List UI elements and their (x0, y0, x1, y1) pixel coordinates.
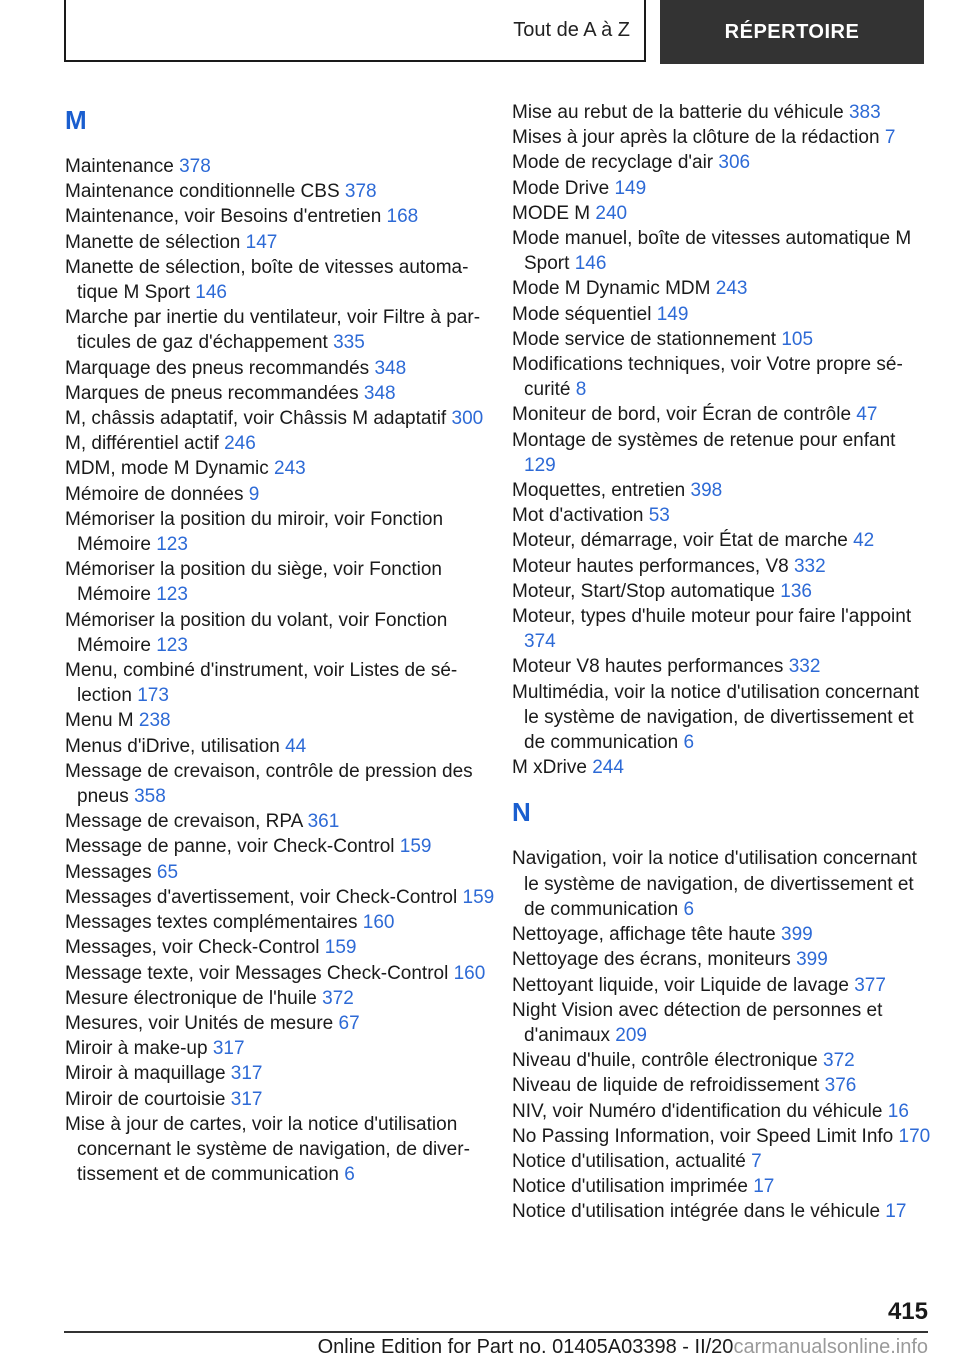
index-entry (512, 1124, 932, 1149)
index-entry (512, 947, 932, 972)
page-link[interactable]: 238 (138, 710, 171, 732)
entry-text: Message de crevaison, RPA (65, 811, 303, 833)
entry-text: Messages textes complémentaires (65, 912, 358, 934)
tab-toc[interactable] (64, 0, 646, 62)
page-link[interactable]: 160 (362, 912, 395, 934)
entry-text: Nettoyage, affichage tête haute (512, 924, 776, 946)
page-link[interactable]: 240 (595, 202, 628, 224)
page-link[interactable]: 16 (887, 1100, 909, 1122)
page-link[interactable]: 44 (285, 735, 307, 757)
page-link[interactable]: 146 (574, 253, 607, 275)
page-link[interactable]: 6 (683, 732, 695, 754)
entry-text: Moteur hautes performances, V8 (512, 555, 789, 577)
entry-text: Notice d'utilisation intégrée dans le véhicule (512, 1201, 881, 1223)
index-entry (512, 201, 932, 226)
page-link[interactable]: 374 (524, 631, 556, 653)
index-entry (65, 961, 495, 986)
page-link[interactable]: 6 (344, 1164, 355, 1186)
page-link[interactable]: 358 (134, 786, 166, 808)
entry-text: Mode Drive (512, 177, 610, 199)
entry-text: Marche par inertie du ventilateur, voir Filtre à particules de gaz d'échappement (65, 307, 481, 354)
page-link[interactable]: 129 (524, 454, 556, 476)
index-entry (65, 1036, 495, 1061)
entry-text: Message de panne, voir Check-Control (65, 836, 395, 858)
index-entry (512, 1199, 932, 1224)
entry-text: Moquettes, entretien (512, 480, 686, 502)
index-entry (65, 255, 495, 305)
index-entry (65, 230, 495, 255)
page-link[interactable]: 372 (823, 1050, 855, 1072)
page-link[interactable]: 7 (884, 127, 896, 149)
page-link[interactable]: 377 (854, 974, 886, 996)
page-link[interactable]: 17 (885, 1201, 907, 1223)
entry-text: Mesure électronique de l'huile (65, 987, 317, 1009)
page-link[interactable]: 170 (898, 1125, 931, 1147)
page-link[interactable]: 7 (751, 1150, 762, 1172)
index-entry (65, 935, 495, 960)
page-link[interactable]: 246 (224, 433, 256, 455)
index-entry (65, 1061, 495, 1086)
page-link[interactable]: 159 (462, 886, 495, 908)
entry-text: Miroir de courtoisie (65, 1088, 226, 1110)
page-link[interactable]: 47 (856, 404, 878, 426)
page-number: 415 (887, 1298, 928, 1325)
page-link[interactable]: 378 (344, 181, 377, 203)
index-entry (65, 986, 495, 1011)
entry-text: Multimédia, voir la notice d'utilisation concernant le système de navigation, de divertissement et de communication (512, 681, 920, 754)
index-entry (65, 406, 495, 431)
index-entry (512, 226, 932, 276)
entry-text: Nettoyant liquide, voir Liquide de lavage (512, 974, 849, 996)
entry-text: Mode M Dynamic MDM (512, 278, 711, 300)
page-link[interactable]: 348 (363, 382, 396, 404)
index-entry (512, 478, 932, 503)
entry-text: MODE M (512, 202, 591, 224)
page-link[interactable]: 244 (592, 757, 624, 779)
index-entry (65, 834, 495, 859)
entry-text: Menu, combiné d'instrument, voir Listes de sélection (65, 660, 458, 707)
index-entry (65, 860, 495, 885)
index-entry (512, 327, 932, 352)
page-link[interactable]: 159 (324, 937, 357, 959)
section-letter-m: M (65, 105, 87, 135)
index-entry (65, 910, 495, 935)
page-link[interactable]: 67 (338, 1012, 360, 1034)
entry-text: Message de crevaison, contrôle de pression des pneus (65, 760, 473, 808)
page-link[interactable]: 123 (156, 534, 188, 556)
entry-text: Mesures, voir Unités de mesure (65, 1012, 334, 1034)
page-link[interactable]: 378 (179, 156, 211, 177)
index-entry (512, 922, 932, 947)
index-entry (512, 604, 932, 654)
entry-text: Miroir à make-up (65, 1038, 208, 1060)
page-link[interactable]: 146 (195, 282, 227, 304)
entry-text: M, différentiel actif (65, 433, 219, 455)
index-entry (512, 276, 932, 301)
index-entry (65, 734, 495, 759)
entry-text: Manette de sélection, boîte de vitesses automatique M Sport (65, 256, 469, 304)
footer (0, 1336, 928, 1359)
footer-divider (64, 1331, 928, 1333)
entry-text: Mémoriser la position du volant, voir Fonction Mémoire (65, 609, 448, 656)
index-entry (65, 658, 495, 708)
entry-text: Mémoire de données (65, 483, 244, 505)
page-link[interactable]: 361 (307, 811, 340, 833)
page-link[interactable]: 348 (374, 357, 407, 379)
index-entry (512, 428, 932, 478)
entry-text: Messages d'avertissement, voir Check-Control (65, 886, 458, 908)
page-header (64, 0, 924, 64)
index-entry (65, 809, 495, 834)
page-link[interactable]: 53 (648, 505, 670, 527)
index-entry (65, 305, 495, 355)
index-entry (512, 554, 932, 579)
entry-text: Manette de sélection (65, 231, 241, 253)
entry-text: Mise au rebut de la batterie du véhicule (512, 102, 844, 123)
entry-text: Mises à jour après la clôture de la rédaction (512, 127, 880, 149)
page-link[interactable]: 136 (780, 580, 812, 602)
entry-text: Nettoyage des écrans, moniteurs (512, 949, 791, 971)
entry-text: Niveau de liquide de refroidissement (512, 1075, 820, 1097)
index-entry (512, 755, 932, 780)
entry-text: Mémoriser la position du siège, voir Fonction Mémoire (65, 559, 443, 606)
page-link[interactable]: 149 (656, 303, 689, 325)
index-entry (512, 1048, 932, 1073)
index-list-m-continued (512, 100, 932, 780)
entry-text: Maintenance (65, 156, 174, 177)
page-link[interactable]: 6 (683, 898, 695, 920)
page-link[interactable]: 332 (793, 555, 826, 577)
page-link[interactable]: 123 (156, 584, 188, 606)
index-entry (65, 759, 495, 809)
section-letter-n: N (512, 797, 531, 828)
entry-text: Mode service de stationnement (512, 328, 777, 350)
page-link[interactable]: 8 (575, 379, 587, 401)
index-list-n (512, 846, 932, 1224)
entry-text: Notice d'utilisation, actualité (512, 1150, 746, 1172)
entry-text: Night Vision avec détection de personnes et d'animaux (512, 999, 883, 1046)
page-link[interactable]: 160 (453, 962, 486, 984)
page-link[interactable]: 398 (690, 480, 723, 502)
index-entry (512, 1099, 932, 1124)
index-list-m (65, 154, 495, 1187)
page-link[interactable]: 300 (451, 408, 484, 430)
page-link[interactable]: 149 (614, 177, 647, 199)
tab-index[interactable] (660, 0, 924, 64)
index-entry (512, 998, 932, 1048)
entry-text: NIV, voir Numéro d'identification du véhicule (512, 1100, 883, 1122)
index-entry (512, 302, 932, 327)
entry-text: Marques de pneus recommandées (65, 382, 359, 404)
index-entry (512, 125, 932, 150)
page-link[interactable]: 306 (718, 152, 751, 174)
index-entry (512, 654, 932, 679)
entry-text: MDM, mode M Dynamic (65, 458, 269, 480)
index-entry (512, 1174, 932, 1199)
index-entry (512, 579, 932, 604)
entry-text: Mot d'activation (512, 505, 644, 527)
index-entry (65, 204, 495, 229)
page-link[interactable]: 209 (615, 1024, 647, 1046)
index-entry (65, 154, 495, 179)
page-link[interactable]: 332 (788, 656, 821, 678)
entry-text: Mode de recyclage d'air (512, 152, 714, 174)
index-entry (512, 150, 932, 175)
entry-text: Messages, voir Check-Control (65, 937, 320, 959)
index-entry (65, 885, 495, 910)
entry-text: Maintenance, voir Besoins d'entretien (65, 206, 382, 228)
index-entry (65, 507, 495, 557)
tab-index-label: RÉPERTOIRE (724, 20, 860, 43)
page-link[interactable]: 17 (753, 1176, 775, 1198)
page-link[interactable]: 9 (248, 483, 260, 505)
entry-text: Mode séquentiel (512, 303, 652, 325)
index-entry (512, 1073, 932, 1098)
page-link[interactable]: 65 (156, 861, 179, 883)
index-entry (65, 431, 495, 456)
page-link[interactable]: 243 (715, 278, 748, 300)
entry-text: Mode manuel, boîte de vitesses automatique M Sport (512, 228, 912, 275)
page-link[interactable]: 243 (274, 458, 306, 480)
index-entry (65, 381, 495, 406)
index-entry (65, 1087, 495, 1112)
entry-text: Mémoriser la position du miroir, voir Fonction Mémoire (65, 508, 444, 556)
entry-text: No Passing Information, voir Speed Limit Info (512, 1125, 894, 1147)
page-link[interactable]: 335 (333, 332, 365, 354)
index-entry (512, 528, 932, 553)
page-link[interactable]: 317 (230, 1088, 263, 1110)
page-link[interactable]: 383 (848, 102, 881, 123)
page-link[interactable]: 317 (212, 1038, 245, 1060)
page-link[interactable]: 159 (399, 836, 432, 858)
index-entry (65, 456, 495, 481)
index-entry (512, 503, 932, 528)
watermark: carmanualsonline.info (733, 1336, 928, 1358)
entry-text: Modifications techniques, voir Votre propre sécurité (512, 354, 903, 401)
tab-toc-label: Tout de A à Z (513, 18, 630, 41)
entry-text: Message texte, voir Messages Check-Control (65, 962, 449, 984)
right-column (512, 100, 932, 1225)
page-link[interactable]: 399 (781, 924, 813, 946)
entry-text: Menus d'iDrive, utilisation (65, 735, 280, 757)
page-link[interactable]: 173 (137, 685, 169, 707)
entry-text: Notice d'utilisation imprimée (512, 1176, 748, 1198)
entry-text: Niveau d'huile, contrôle électronique (512, 1050, 818, 1072)
entry-text: M, châssis adaptatif, voir Châssis M adaptatif (65, 408, 447, 430)
page-link[interactable]: 168 (386, 206, 419, 228)
entry-text: Navigation, voir la notice d'utilisation concernant le système de navigation, de divertissement et de communication (512, 848, 917, 920)
index-entry (512, 680, 932, 756)
index-entry (65, 179, 495, 204)
entry-text: Moteur, Start/Stop automatique (512, 580, 775, 602)
index-entry (512, 402, 932, 427)
entry-text: Moteur, démarrage, voir État de marche (512, 530, 848, 552)
page-link[interactable]: 372 (322, 987, 354, 1009)
index-entry (512, 100, 932, 125)
index-entry (65, 1112, 495, 1188)
index-entry (65, 708, 495, 733)
entry-text: Moniteur de bord, voir Écran de contrôle (512, 404, 852, 426)
page-link[interactable]: 42 (853, 530, 875, 552)
index-entry (65, 356, 495, 381)
index-entry (65, 482, 495, 507)
page-link[interactable]: 399 (796, 949, 828, 971)
entry-text: Moteur V8 hautes performances (512, 656, 784, 678)
entry-text: Montage de systèmes de retenue pour enfant (512, 429, 896, 451)
entry-text: Marquage des pneus recommandés (65, 357, 370, 379)
page-link[interactable]: 105 (781, 328, 814, 350)
entry-text: M xDrive (512, 757, 587, 779)
index-entry (65, 1011, 495, 1036)
page-link[interactable]: 376 (824, 1075, 857, 1097)
index-entry (512, 973, 932, 998)
edition-text: Online Edition for Part no. 01405A03398 - II/20 (317, 1336, 734, 1358)
page-link[interactable]: 123 (156, 634, 188, 656)
entry-text: Maintenance conditionnelle CBS (65, 181, 340, 203)
index-entry (512, 846, 932, 922)
index-entry (512, 1149, 932, 1174)
entry-text: Mise à jour de cartes, voir la notice d'utilisation concernant le système de navigation, de divertissement et de communication (65, 1113, 470, 1186)
entry-text: Moteur, types d'huile moteur pour faire l'appoint (512, 606, 912, 628)
entry-text: Menu M (65, 710, 134, 732)
index-entry (512, 352, 932, 402)
index-entry (65, 608, 495, 658)
index-entry (512, 176, 932, 201)
index-entry (65, 557, 495, 607)
left-column (65, 100, 495, 1187)
page-link[interactable]: 317 (230, 1063, 263, 1085)
entry-text: Miroir à maquillage (65, 1063, 226, 1085)
entry-text: Messages (65, 861, 152, 883)
page-link[interactable]: 147 (245, 231, 278, 253)
